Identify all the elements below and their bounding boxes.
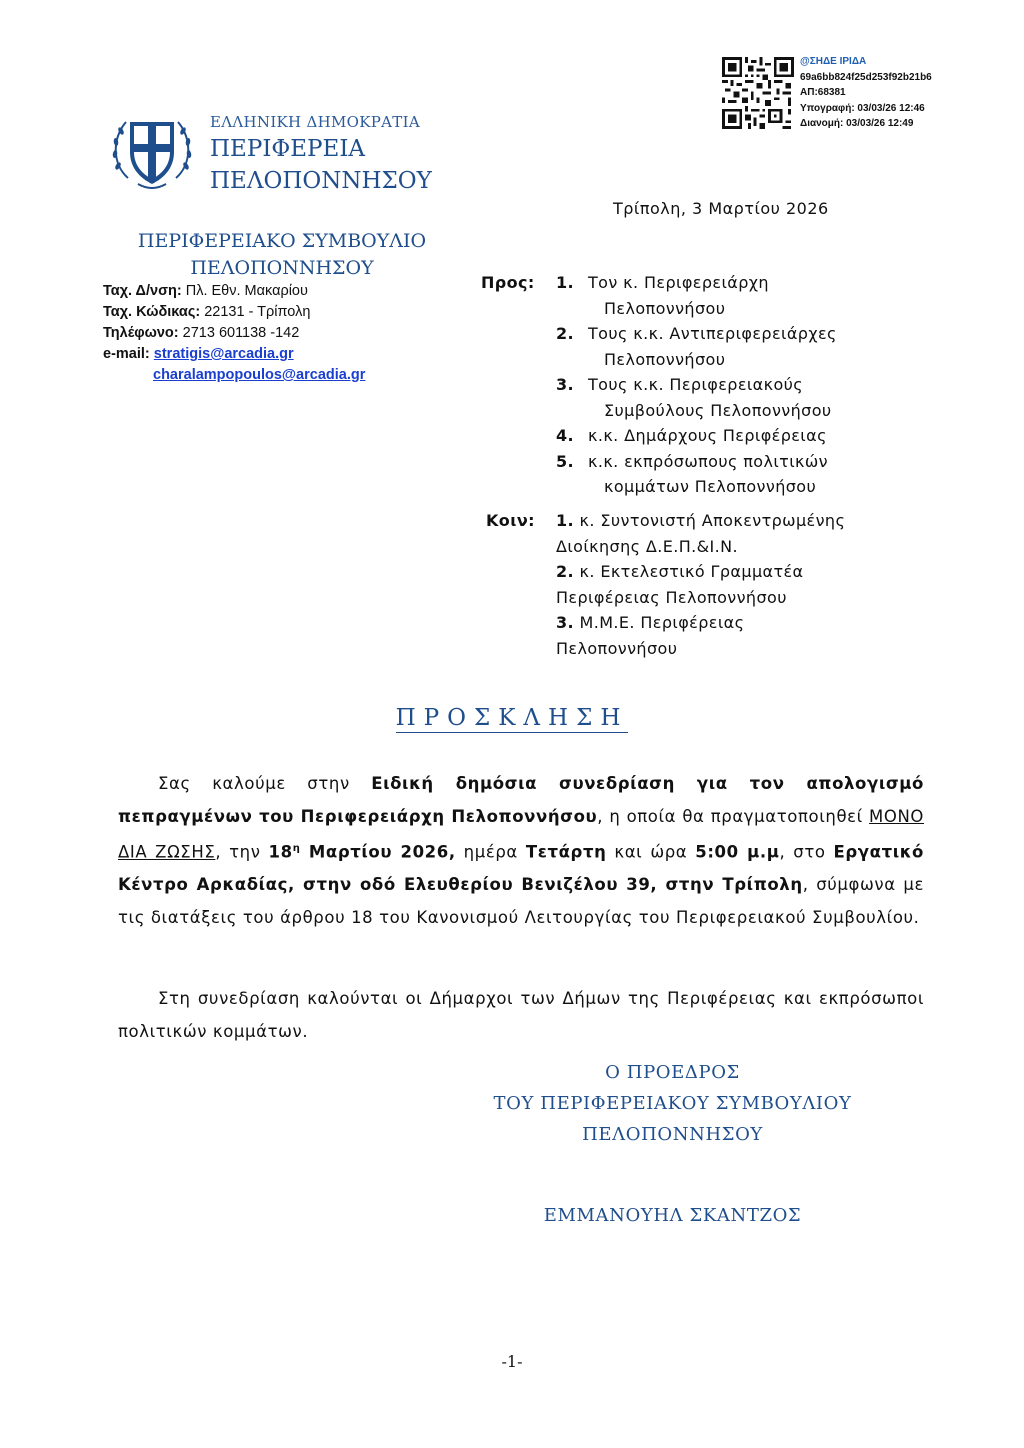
item-text: κ. Συντονιστή Αποκεντρωμένης bbox=[579, 511, 846, 530]
list-item bbox=[556, 610, 916, 636]
signatory-name: ΕΜΜΑΝΟΥΗΛ ΣΚΑΝΤΖΟΣ bbox=[543, 1205, 802, 1226]
list-item bbox=[556, 559, 916, 585]
body-text-bold: Μαρτίου 2026, bbox=[300, 842, 456, 862]
region-name-line2: ΠΕΛΟΠΟΝΝΗΣΟΥ bbox=[210, 168, 432, 194]
item-text: Τον κ. Περιφερειάρχη bbox=[588, 273, 769, 292]
phone-label: Τηλέφωνο: bbox=[103, 325, 179, 341]
council-name-line2: ΠΕΛΟΠΟΝΝΗΣΟΥ bbox=[190, 257, 374, 279]
email-line bbox=[103, 344, 365, 365]
email-link-2[interactable]: charalampopoulos@arcadia.gr bbox=[153, 367, 366, 383]
document-title bbox=[0, 705, 1024, 731]
list-item bbox=[556, 508, 916, 534]
signature-title-line2: ΤΟΥ ΠΕΡΙΦΕΡΕΙΑΚΟΥ ΣΥΜΒΟΥΛΙΟΥ bbox=[493, 1093, 852, 1114]
body-text: , στο bbox=[779, 842, 834, 862]
contact-info bbox=[103, 281, 365, 386]
body-text-bold: 18 bbox=[268, 842, 293, 862]
item-number: 2. bbox=[556, 562, 575, 581]
address-label: Ταχ. Δ/νση: bbox=[103, 283, 182, 299]
body-text-underlined: ΜΟΝΟ ΔΙΑ ΖΩΣΗΣ bbox=[118, 806, 924, 862]
body-text-bold: Εργατικό Κέντρο Αρκαδίας, στην οδό Ελευθερίου Βενιζέλου 39, στην Τρίπολη bbox=[118, 842, 924, 894]
item-number: 1. bbox=[556, 511, 575, 530]
body-text: , την bbox=[215, 842, 269, 862]
item-text-cont: κομμάτων Πελοποννήσου bbox=[604, 477, 817, 496]
stamp-title: @ΣΗΔΕ ΙΡΙΔΑ bbox=[800, 56, 867, 67]
email-label: e-mail: bbox=[103, 346, 150, 362]
signature-title-line3: ΠΕΛΟΠΟΝΝΗΣΟΥ bbox=[582, 1124, 763, 1145]
cc-label: Κοιν: bbox=[486, 511, 535, 530]
document-date: Τρίπολη, 3 Μαρτίου 2026 bbox=[613, 199, 829, 218]
list-item bbox=[556, 423, 916, 449]
item-text-cont: Συμβούλους Πελοποννήσου bbox=[604, 400, 832, 420]
list-item bbox=[556, 449, 916, 475]
list-item bbox=[556, 270, 916, 296]
item-text: κ.κ. Δημάρχους Περιφέρειας bbox=[588, 426, 827, 445]
stamp-hash: 69a6bb824f25d253f92b21b6 bbox=[800, 71, 932, 83]
item-number: 1. bbox=[556, 273, 575, 292]
invitation-paragraph-1 bbox=[118, 768, 924, 934]
region-name-line1: ΠΕΡΙΦΕΡΕΙΑ bbox=[210, 136, 366, 162]
address-value: Πλ. Εθν. Μακαρίου bbox=[185, 283, 308, 299]
title-text: ΠΡΟΣΚΛΗΣΗ bbox=[395, 705, 629, 731]
item-text-cont: Πελοποννήσου bbox=[556, 638, 678, 658]
to-label: Προς: bbox=[481, 273, 535, 292]
body-text-bold: Τετάρτη bbox=[525, 842, 607, 862]
body-text-bold: 5:00 μ.μ bbox=[695, 842, 780, 862]
body-text: και ώρα bbox=[606, 842, 696, 862]
postcode-label: Ταχ. Κώδικας: bbox=[103, 304, 201, 320]
body-text-bold: Ειδική δημόσια συνεδρίαση για τον απολογισμό πεπραγμένων του Περιφερειάρχη Πελοποννήσου bbox=[118, 774, 924, 826]
postcode-line bbox=[103, 302, 365, 323]
item-text: Μ.Μ.Ε. Περιφέρειας bbox=[579, 613, 745, 632]
body-superscript: η bbox=[292, 843, 301, 854]
to-list bbox=[556, 270, 916, 500]
address-line bbox=[103, 281, 365, 302]
item-text-cont: Πελοποννήσου bbox=[604, 349, 726, 369]
body-text: Στη συνεδρίαση καλούνται οι Δήμαρχοι των Δήμων της Περιφέρειας και εκπρόσωποι πολιτικών κομμάτων. bbox=[118, 989, 924, 1041]
item-text: κ. Εκτελεστικό Γραμματέα bbox=[579, 562, 804, 581]
organization-header bbox=[210, 113, 432, 195]
item-text-cont: Περιφέρειας Πελοποννήσου bbox=[556, 587, 787, 607]
body-text: ημέρα bbox=[455, 842, 526, 862]
stamp-signed: Υπογραφή: 03/03/26 12:46 bbox=[800, 102, 925, 114]
email-line-2 bbox=[103, 365, 365, 386]
signature-block bbox=[440, 1057, 905, 1150]
council-name bbox=[102, 228, 462, 282]
qr-code bbox=[722, 57, 794, 129]
item-number: 5. bbox=[556, 451, 575, 471]
list-item bbox=[556, 372, 916, 398]
country-name: ΕΛΛΗΝΙΚΗ ΔΗΜΟΚΡΑΤΙΑ bbox=[210, 113, 420, 131]
postcode-value: 22131 - Τρίπολη bbox=[204, 304, 311, 320]
greek-coat-of-arms-icon bbox=[108, 108, 196, 196]
item-text-cont: Διοίκησης Δ.Ε.Π.&Ι.Ν. bbox=[556, 536, 738, 556]
phone-value: 2713 601138 -142 bbox=[182, 325, 300, 341]
email-link-1[interactable]: stratigis@arcadia.gr bbox=[153, 346, 294, 362]
stamp-protocol: ΑΠ:68381 bbox=[800, 87, 846, 98]
council-name-line1: ΠΕΡΙΦΕΡΕΙΑΚΟ ΣΥΜΒΟΥΛΙΟ bbox=[137, 230, 427, 252]
body-text: Σας καλούμε στην bbox=[158, 774, 372, 793]
item-number: 4. bbox=[556, 426, 575, 445]
list-item bbox=[556, 321, 916, 347]
item-text-cont: Πελοποννήσου bbox=[604, 298, 726, 318]
page-number: -1- bbox=[501, 1352, 523, 1371]
body-text: , σύμφωνα με τις διατάξεις του άρθρου 18 του Κανονισμού Λειτουργίας του Περιφερειακού Συμβουλίου. bbox=[118, 875, 924, 927]
item-number: 3. bbox=[556, 375, 575, 394]
signature-title-line1: Ο ΠΡΟΕΔΡΟΣ bbox=[605, 1062, 740, 1083]
stamp-distributed: Διανομή: 03/03/26 12:49 bbox=[800, 118, 914, 129]
item-text: κ.κ. εκπρόσωπους πολιτικών bbox=[588, 451, 828, 471]
item-text: Τους κ.κ. Περιφερειακούς bbox=[588, 375, 804, 394]
item-number: 2. bbox=[556, 324, 575, 343]
item-number: 3. bbox=[556, 613, 575, 632]
cc-list bbox=[556, 508, 916, 661]
invitation-paragraph-2 bbox=[118, 983, 924, 1048]
phone-line bbox=[103, 323, 365, 344]
item-text: Τους κ.κ. Αντιπεριφερειάρχες bbox=[588, 324, 837, 343]
body-text: , η οποία θα πραγματοποιηθεί bbox=[597, 806, 870, 826]
digital-signature-stamp bbox=[800, 54, 932, 132]
